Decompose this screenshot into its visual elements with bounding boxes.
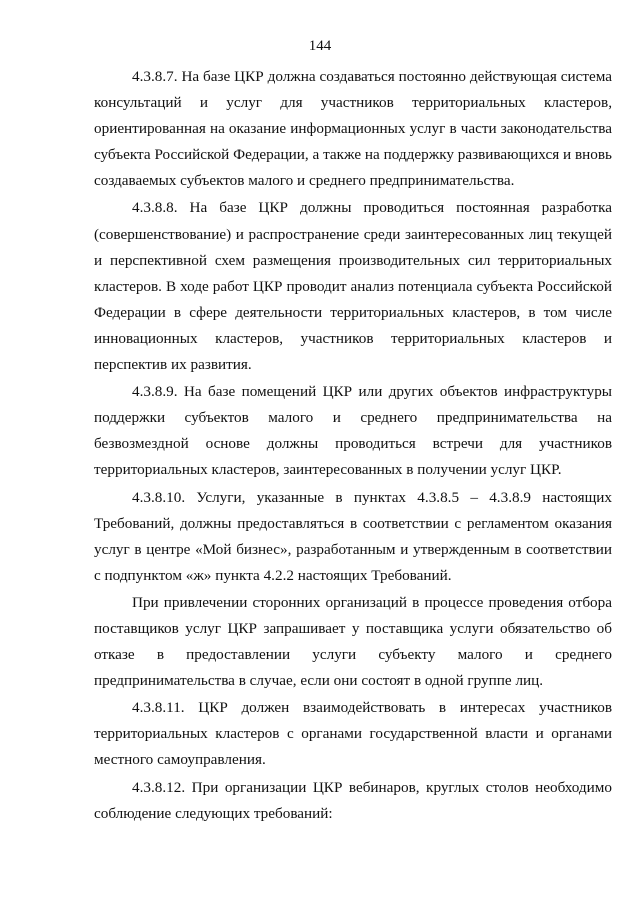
page-number: 144 <box>308 38 332 54</box>
paragraph-third-party-suppliers: При привлечении сторонних организаций в процессе проведения отбора поставщиков услуг ЦКР запрашивает у поставщика услуги обязательство об отказе в предоставлении услуги субъекту малого и среднего предпринимательства в случае, если они состоят в одной группе лиц. <box>94 593 612 690</box>
paragraph-4-3-8-7: 4.3.8.7. На базе ЦКР должна создаваться постоянно действующая система консультаций и услуг для участников территориальных кластеров, ориентированная на оказание информационных услуг в части законодательства субъекта Российской Федерации, а также на поддержку развивающихся и вновь создаваемых субъектов малого и среднего предпринимательства. <box>94 68 612 190</box>
paragraph-4-3-8-9: 4.3.8.9. На базе помещений ЦКР или других объектов инфраструктуры поддержки субъектов малого и среднего предпринимательства на безвозмездной основе должны проводиться встречи для участников территориальных кластеров, заинтересованных в получении услуг ЦКР. <box>94 383 612 479</box>
paragraph-4-3-8-11: 4.3.8.11. ЦКР должен взаимодействовать в интересах участников территориальных кластеров с органами государственной власти и органами местного самоуправления. <box>94 699 612 769</box>
paragraph-4-3-8-12: 4.3.8.12. При организации ЦКР вебинаров, круглых столов необходимо соблюдение следующих требований: <box>94 778 612 822</box>
paragraph-4-3-8-10: 4.3.8.10. Услуги, указанные в пунктах 4.3.8.5 – 4.3.8.9 настоящих Требований, должны предоставляться в соответствии с регламентом оказания услуг в центре «Мой бизнес», разработанным и утвержденным в соответствии с подпунктом «ж» пункта 4.2.2 настоящих Требований. <box>94 488 612 584</box>
document-body <box>94 64 612 828</box>
paragraph-4-3-8-8: 4.3.8.8. На базе ЦКР должны проводиться постоянная разработка (совершенствование) и распространение среди заинтересованных лиц текущей и перспективной схем размещения производительных сил территориальных кластеров. В ходе работ ЦКР проводит анализ потенциала субъекта Российской Федерации в сфере деятельности территориальных кластеров, в том числе инновационных кластеров, участников территориальных кластеров и перспектив их развития. <box>94 199 612 374</box>
